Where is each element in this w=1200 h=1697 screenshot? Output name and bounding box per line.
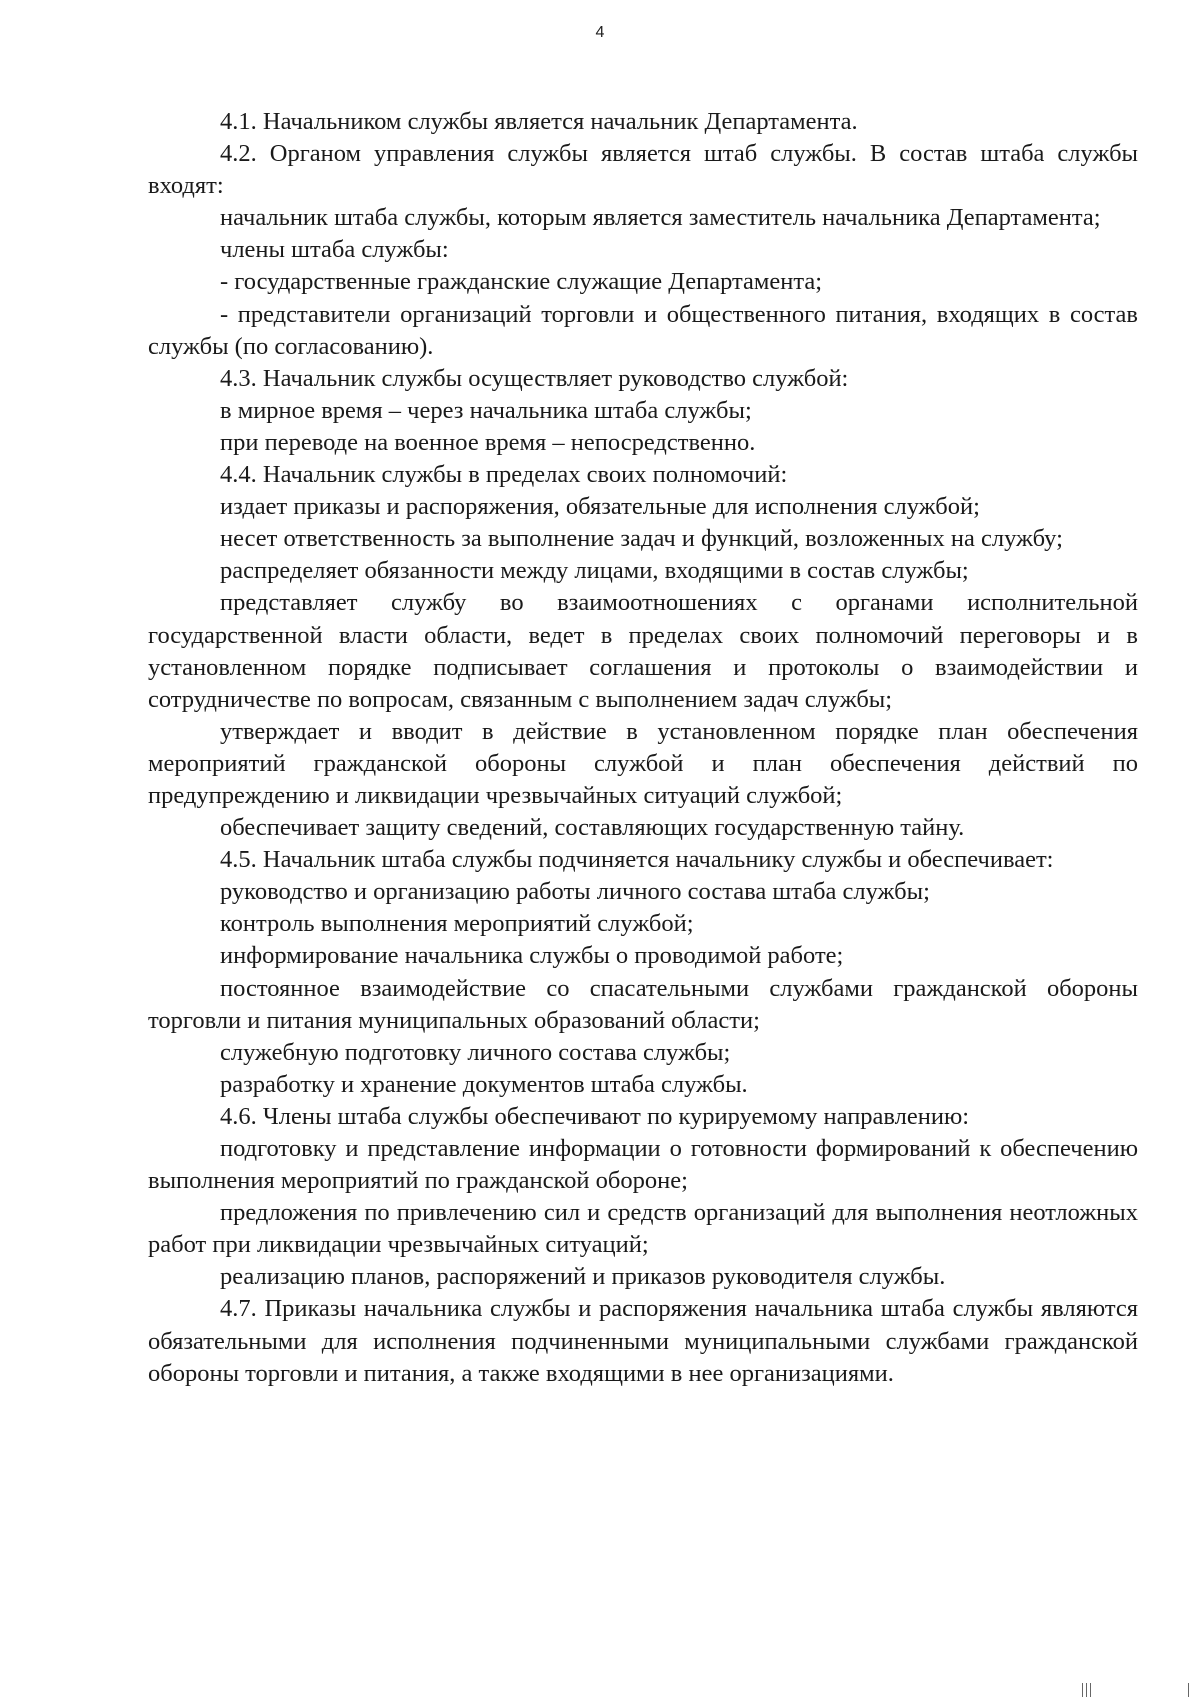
paragraph-state-secret: обеспечивает защиту сведений, составляющих государственную тайну. <box>220 814 965 842</box>
paragraph-plan-implementation: реализацию планов, распоряжений и приказов руководителя службы. <box>220 1263 946 1291</box>
paragraph-4-1: 4.1. Начальником службы является начальник Департамента. <box>220 108 858 135</box>
paragraph-training: служебную подготовку личного состава службы; <box>220 1038 731 1066</box>
paragraph-approves-plans: утверждает и вводит в действие в установленном порядке план обеспечения мероприятий гражданской обороны службой и план обеспечения действий по предупреждению и ликвидации чрезвычайных ситуаций службой; <box>148 717 1138 809</box>
paragraph-peacetime: в мирное время – через начальника штаба службы; <box>220 396 752 424</box>
scan-marks <box>1082 1683 1192 1697</box>
paragraph-readiness-info: подготовку и представление информации о готовности формирований к обеспечению выполнения мероприятий по гражданской обороне; <box>148 1135 1138 1195</box>
paragraph-4-2: 4.2. Органом управления службы является штаб службы. В состав штаба службы входят: <box>148 140 1138 200</box>
document-body <box>148 106 1138 1390</box>
page-number: 4 <box>595 24 605 41</box>
paragraph-staff-members: члены штаба службы: <box>220 236 449 264</box>
paragraph-representatives: - представители организаций торговли и общественного питания, входящих в состав службы (по согласованию). <box>148 300 1138 360</box>
paragraph-4-5: 4.5. Начальник штаба службы подчиняется начальнику службы и обеспечивает: <box>220 846 1054 874</box>
paragraph-control: контроль выполнения мероприятий службой; <box>220 910 694 938</box>
paragraph-4-6: 4.6. Члены штаба службы обеспечивают по курируемому направлению: <box>220 1102 970 1130</box>
paragraph-responsibility: несет ответственность за выполнение задач и функций, возложенных на службу; <box>220 525 1063 553</box>
paragraph-4-7: 4.7. Приказы начальника службы и распоряжения начальника штаба службы являются обязательными для исполнения подчиненными муниципальными службами гражданской обороны торговли и питания, а также входящими в нее организациями. <box>148 1295 1138 1387</box>
paragraph-forces-proposals: предложения по привлечению сил и средств организаций для выполнения неотложных работ при ликвидации чрезвычайных ситуаций; <box>148 1199 1138 1259</box>
paragraph-civil-servants: - государственные гражданские служащие Департамента; <box>220 268 823 296</box>
paragraph-issues-orders: издает приказы и распоряжения, обязательные для исполнения службой; <box>220 493 980 521</box>
paragraph-4-4: 4.4. Начальник службы в пределах своих полномочий: <box>220 461 788 489</box>
paragraph-staff-management: руководство и организацию работы личного состава штаба службы; <box>220 878 930 906</box>
paragraph-distributes-duties: распределяет обязанности между лицами, входящими в состав службы; <box>220 557 969 585</box>
paragraph-documents: разработку и хранение документов штаба службы. <box>220 1070 748 1098</box>
paragraph-informing: информирование начальника службы о проводимой работе; <box>220 942 844 970</box>
paragraph-4-3: 4.3. Начальник службы осуществляет руководство службой: <box>220 364 849 392</box>
paragraph-wartime: при переводе на военное время – непосредственно. <box>220 428 756 456</box>
paragraph-interaction: постоянное взаимодействие со спасательными службами гражданской обороны торговли и питания муниципальных образований области; <box>148 974 1138 1034</box>
paragraph-represents-service: представляет службу во взаимоотношениях с органами исполнительной государственной власти области, ведет в пределах своих полномочий переговоры и в установленном порядке подписывает соглашения и протоколы о взаимодействии и сотрудничестве по вопросам, связанным с выполнением задач службы; <box>148 589 1138 713</box>
paragraph-chief-of-staff: начальник штаба службы, которым является заместитель начальника Департамента; <box>220 204 1101 232</box>
